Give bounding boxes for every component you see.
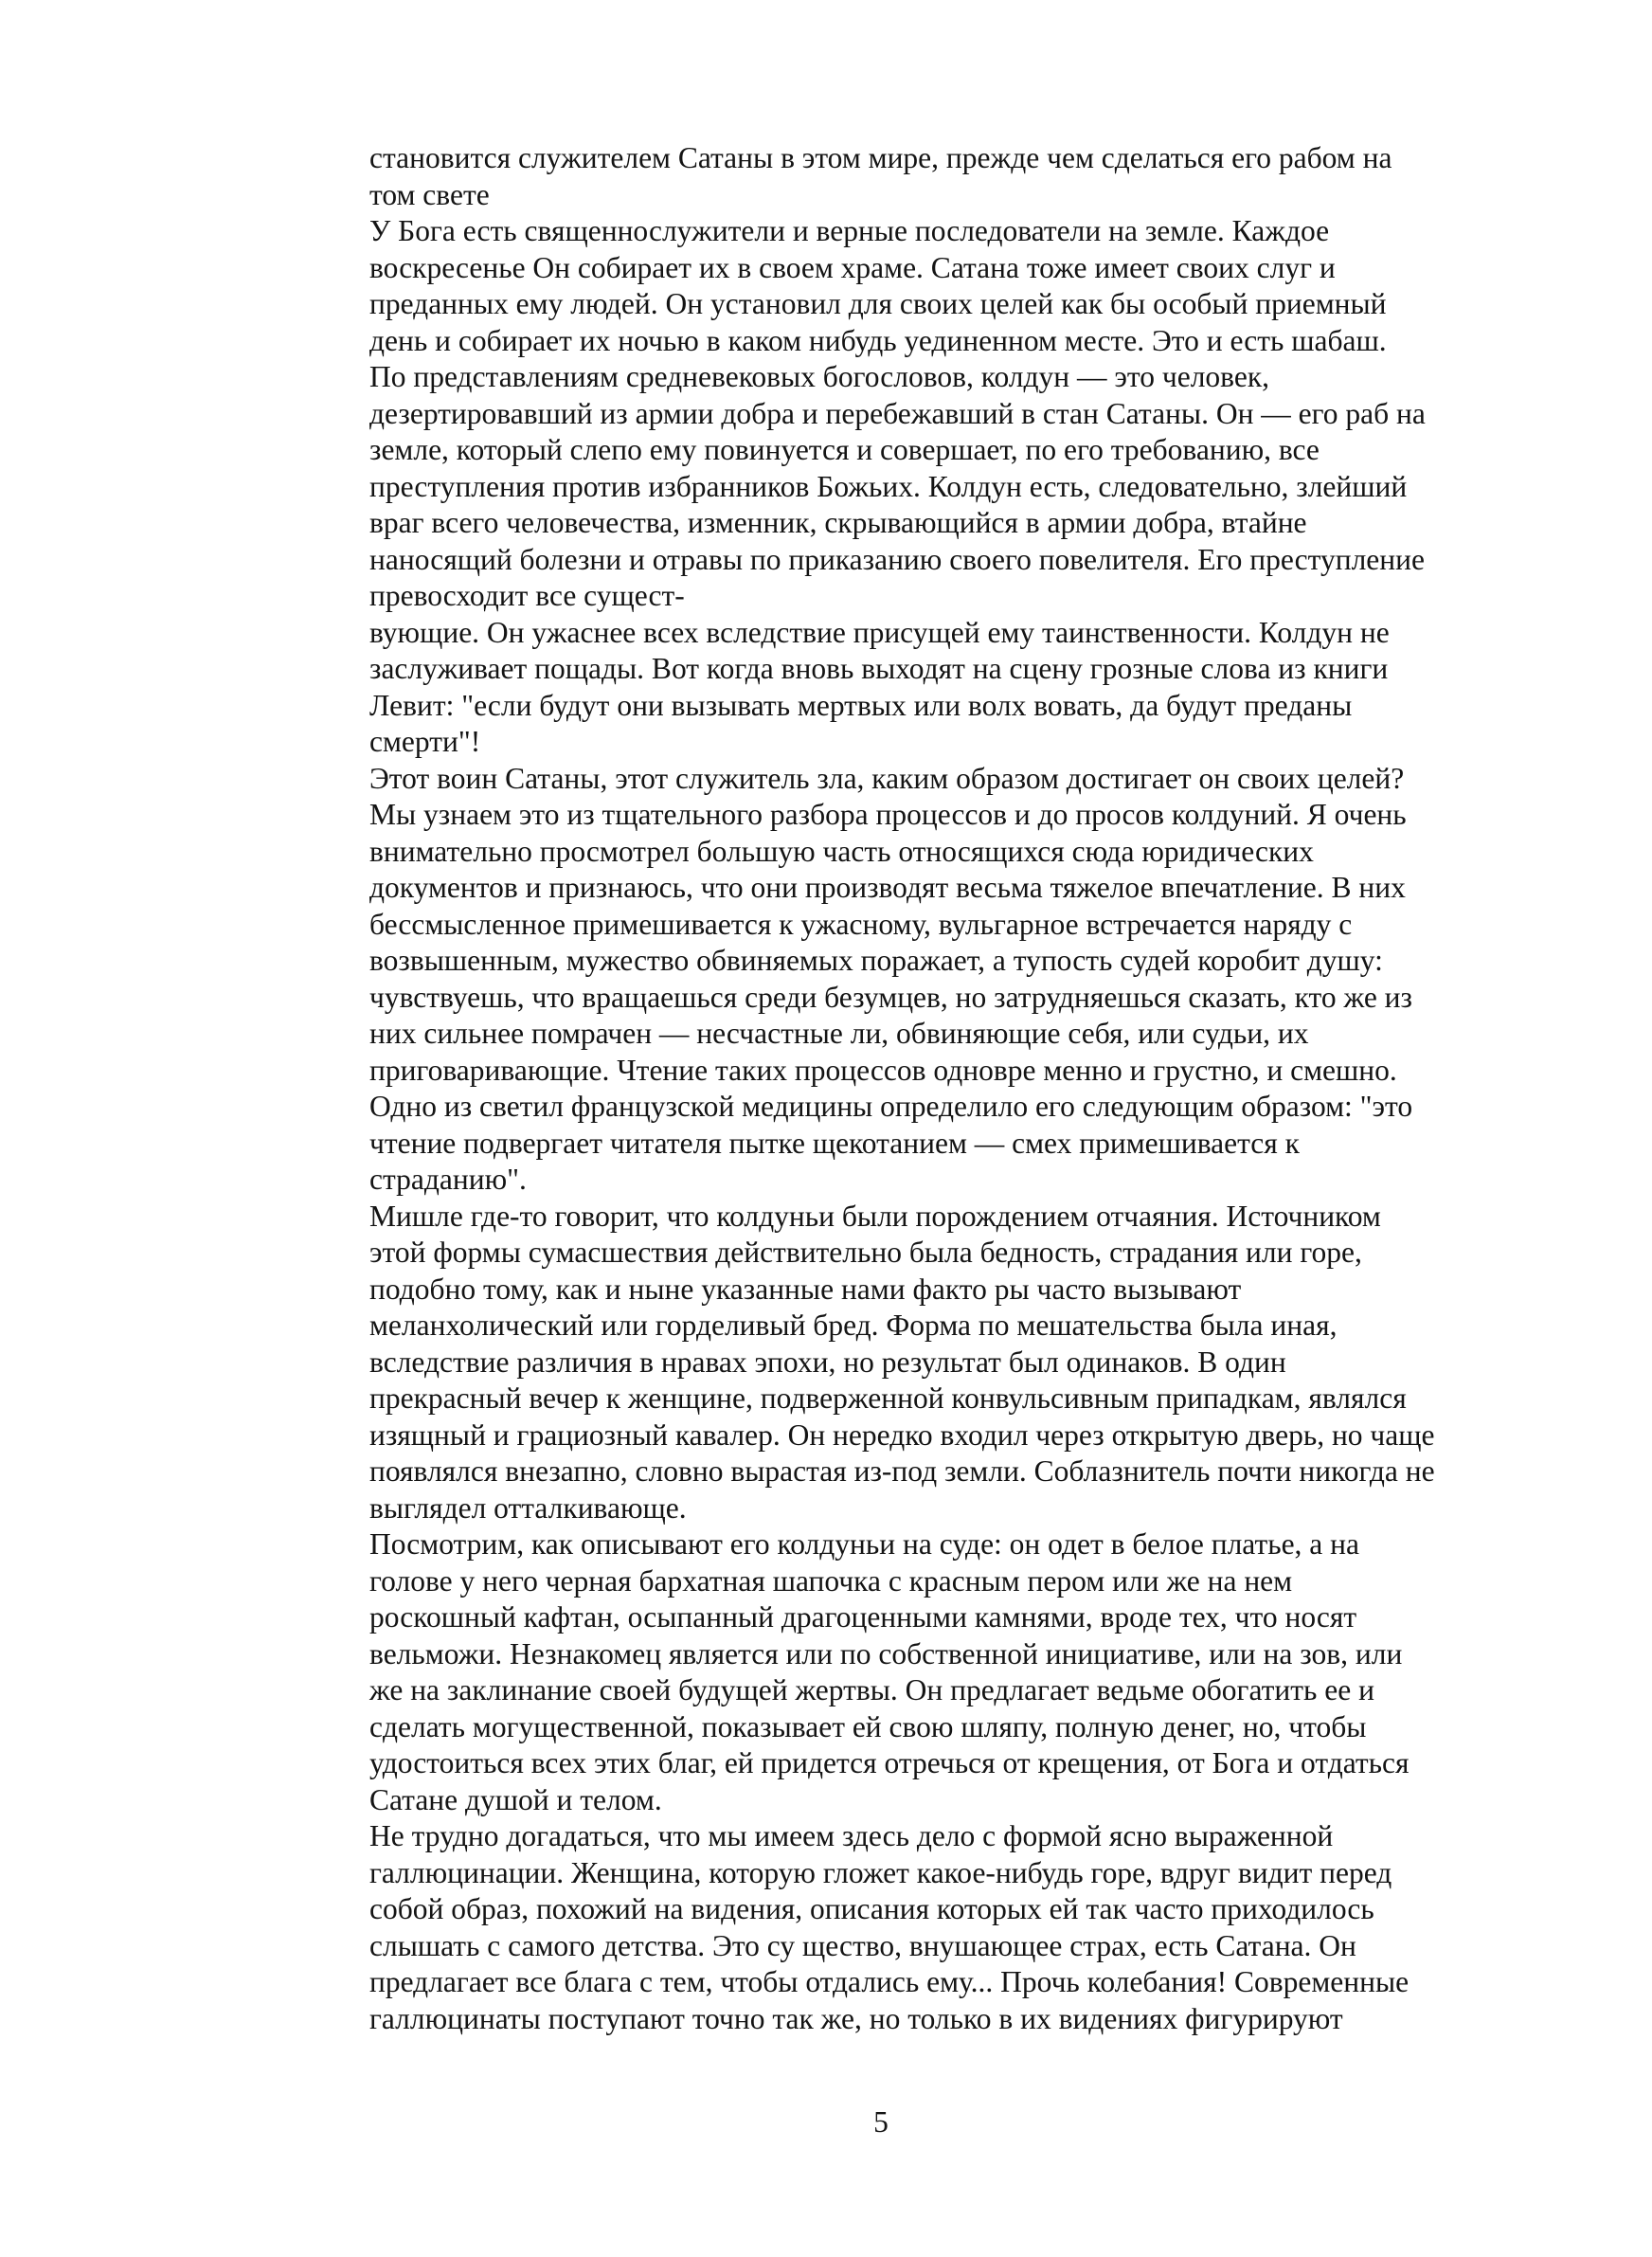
- text-line: наносящий болезни и отравы по приказанию своего повелителя. Его преступление: [369, 542, 1425, 576]
- text-line: удостоиться всех этих благ, ей придется отречься от крещения, от Бога и отдаться: [369, 1746, 1410, 1779]
- text-line: галлюцинации. Женщина, которую гложет какое-нибудь горе, вдруг видит перед: [369, 1855, 1392, 1889]
- text-line: изящный и грациозный кавалер. Он нередко входил через открытую дверь, но чаще: [369, 1417, 1435, 1452]
- text-line: же на заклинание своей будущей жертвы. Он предлагает ведьме обогатить ее и: [369, 1673, 1374, 1706]
- body-text: [369, 140, 1506, 2037]
- text-line: Посмотрим, как описывают его колдуньи на суде: он одет в белое платье, а на: [369, 1527, 1360, 1561]
- text-line: Одно из светил французской медицины определило его следующим образом: "это: [369, 1090, 1413, 1123]
- text-line: меланхолический или горделивый бред. Форма по мешательства была иная,: [369, 1309, 1338, 1342]
- text-line: чувствуешь, что вращаешься среди безумцев, но затрудняешься сказать, кто же из: [369, 980, 1412, 1014]
- text-line: внимательно просмотрел большую часть относящихся сюда юридических: [369, 834, 1314, 868]
- text-line: Мы узнаем это из тщательного разбора процессов и до просов колдуний. Я очень: [369, 798, 1407, 831]
- text-line: вующие. Он ужаснее всех вследствие присущей ему таинственности. Колдун не: [369, 615, 1390, 649]
- text-line: подобно тому, как и ныне указанные нами факто ры часто вызывают: [369, 1272, 1242, 1306]
- text-line: становится служителем Сатаны в этом мире, прежде чем сделаться его рабом на: [369, 141, 1392, 174]
- text-line: собой образ, похожий на видения, описания которых ей так часто приходилось: [369, 1892, 1374, 1925]
- text-line: документов и признаюсь, что они производят весьма тяжелое впечатление. В них: [369, 871, 1406, 904]
- text-line: сделать могущественной, показывает ей свою шляпу, полную денег, но, чтобы: [369, 1709, 1367, 1743]
- text-line: преступления против избранников Божьих. Колдун есть, следовательно, злейший: [369, 469, 1408, 503]
- text-line: чтение подвергает читателя пытке щекотанием — смех примешивается к: [369, 1126, 1300, 1160]
- text-line: предлагает все блага с тем, чтобы отдались ему... Прочь колебания! Современные: [369, 1965, 1410, 1998]
- text-line: бессмысленное примешивается к ужасному, вульгарное встречается наряду с: [369, 907, 1353, 941]
- text-line: По представлениям средневековых богословов, колдун — это человек,: [369, 360, 1270, 393]
- text-line: Не трудно догадаться, что мы имеем здесь дело с формой ясно выраженной: [369, 1819, 1334, 1852]
- text-line: Этот воин Сатаны, этот служитель зла, каким образом достигает он своих целей?: [369, 761, 1405, 795]
- text-line: дезертировавший из армии добра и перебежавший в стан Сатаны. Он — его раб на: [369, 396, 1426, 430]
- text-line: вельможи. Незнакомец является или по собственной инициативе, или на зов, или: [369, 1636, 1403, 1670]
- text-line: Мишле где-то говорит, что колдуньи были порождением отчаяния. Источником: [369, 1199, 1381, 1233]
- text-line: превосходит все сущест-: [369, 579, 685, 612]
- text-line: галлюцинаты поступают точно так же, но только в их видениях фигурируют: [369, 2001, 1343, 2035]
- text-line: заслуживает пощады. Вот когда вновь выходят на сцену грозные слова из книги: [369, 652, 1389, 685]
- text-line: роскошный кафтан, осыпанный драгоценными камнями, вроде тех, что носят: [369, 1600, 1357, 1634]
- text-line: воскресенье Он собирает их в своем храме. Сатана тоже имеет своих слуг и: [369, 250, 1336, 284]
- text-line: смерти"!: [369, 725, 481, 758]
- text-line: Сатане душой и телом.: [369, 1782, 662, 1816]
- text-line: голове у него черная бархатная шапочка с красным пером или же на нем: [369, 1563, 1293, 1598]
- text-line: У Бога есть священнослужители и верные последователи на земле. Каждое: [369, 214, 1330, 247]
- text-line: слышать с самого детства. Это су щество, внушающее страх, есть Сатана. Он: [369, 1928, 1356, 1962]
- text-line: преданных ему людей. Он установил для своих целей как бы особый приемный: [369, 287, 1387, 320]
- text-line: прекрасный вечер к женщине, подверженной конвульсивным припадкам, являлся: [369, 1381, 1407, 1415]
- text-line: вследствие различия в нравах эпохи, но результат был одинаков. В один: [369, 1345, 1286, 1379]
- text-line: выглядел отталкивающе.: [369, 1490, 687, 1525]
- page-number: 5: [873, 2105, 889, 2139]
- text-line: враг всего человечества, изменник, скрывающийся в армии добра, втайне: [369, 506, 1307, 539]
- text-line: Левит: "если будут они вызывать мертвых или волх вовать, да будут преданы: [369, 688, 1353, 722]
- text-line: этой формы сумасшествия действительно была бедность, страдания или горе,: [369, 1236, 1362, 1269]
- text-line: день и собирает их ночью в каком нибудь уединенном месте. Это и есть шабаш.: [369, 323, 1387, 357]
- text-line: появлялся внезапно, словно вырастая из-под земли. Соблазнитель почти никогда не: [369, 1454, 1435, 1488]
- text-line: них сильнее помрачен — несчастные ли, обвиняющие себя, или судьи, их: [369, 1017, 1309, 1050]
- text-line: возвышенным, мужество обвиняемых поражает, а тупость судей коробит душу:: [369, 944, 1383, 977]
- text-line: страданию".: [369, 1163, 527, 1196]
- text-line: том свете: [369, 177, 490, 211]
- text-line: приговаривающие. Чтение таких процессов одновре менно и грустно, и смешно.: [369, 1053, 1397, 1087]
- text-line: земле, который слепо ему повинуется и совершает, по его требованию, все: [369, 433, 1320, 466]
